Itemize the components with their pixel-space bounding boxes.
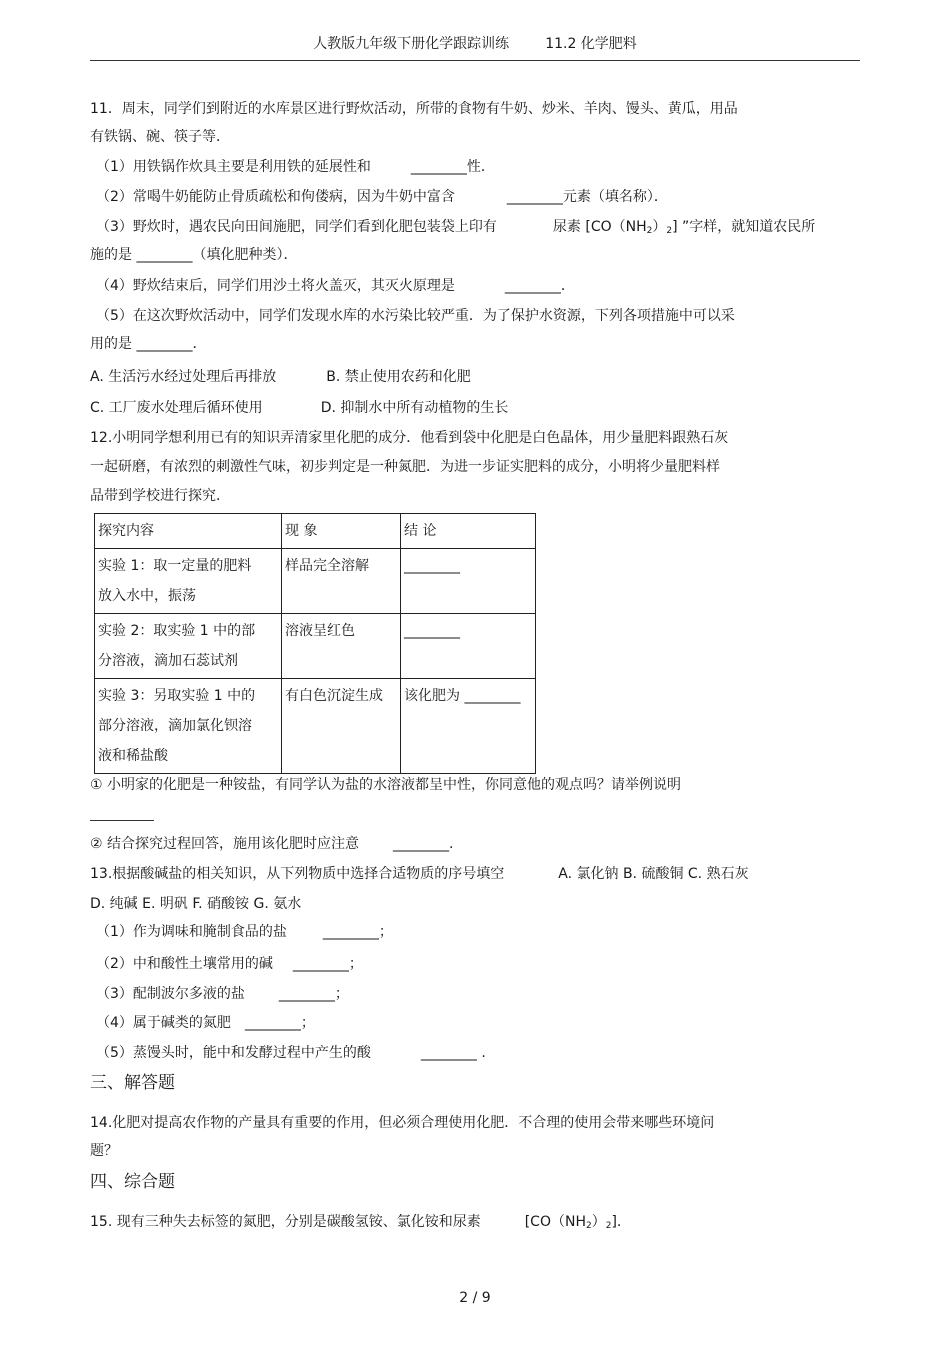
q14-line2: 题？ [90, 1143, 118, 1159]
q11-sub2 [96, 187, 668, 207]
q11-option-d: D. 抑制水中所有动植物的生长 [320, 400, 509, 416]
table-row [95, 679, 536, 774]
q13-line1-text: 13.根据酸碱盐的相关知识，从下列物质中选择合适物质的序号填空 [90, 866, 505, 882]
table-row [95, 614, 536, 679]
q11-sub4-text: （4）野炊结束后，同学们用沙土将火盖灭，其灭火原理是 [96, 278, 455, 294]
q11-sub4 [96, 276, 575, 296]
q15-line1 [90, 1212, 621, 1236]
q11-options-ab [90, 367, 471, 387]
q12-line1: 12.小明同学想利用已有的知识弄清家里化肥的成分．他看到袋中化肥是白色晶体，用少量肥料跟熟石灰 [90, 430, 729, 446]
cell-line: 部分溶液，滴加氯化钡溶 [98, 718, 252, 734]
q11-sub3-subscript2: 2 [666, 226, 673, 236]
q15-end: ]. [611, 1214, 622, 1230]
cell-line: 实验 3：另取实验 1 中的 [98, 688, 256, 704]
table-cell: 样品完全溶解 [282, 549, 401, 614]
q11-sub3-subscript: 2 [646, 226, 653, 236]
q13-sub3-blank: ________； [278, 986, 349, 1002]
q13-sub2-blank: ________； [292, 956, 363, 972]
q12-point2-text: ② 结合探究过程回答，施用该化肥时应注意 [90, 836, 359, 852]
q13-sub4-blank: ________； [244, 1015, 315, 1031]
q15-subscript: 2 [585, 1221, 592, 1231]
q15-paren: ） [591, 1214, 606, 1230]
q11-sub3-formula: 尿素 [CO（NH [552, 219, 647, 235]
cell-line: 实验 2：取实验 1 中的部 [98, 623, 256, 639]
table-cell: 溶液呈红色 [282, 614, 401, 679]
q13-options-dg: D. 纯碱 E. 明矾 F. 硝酸铵 G. 氨水 [90, 896, 302, 912]
q11-sub5-line2: 用的是 ________． [90, 336, 207, 352]
q11-option-b: B. 禁止使用农药和化肥 [326, 369, 471, 385]
q11-sub1 [96, 157, 495, 177]
table-cell [95, 614, 282, 679]
q11-sub3-rest: ] ”字样，就知道农民所 [672, 219, 816, 235]
q12-line3: 品带到学校进行探究． [90, 488, 230, 504]
header-title: 人教版九年级下册化学跟踪训练 [313, 36, 510, 52]
cell-line: 液和稀盐酸 [98, 748, 168, 764]
q15-text: 15. 现有三种失去标签的氮肥，分别是碳酸氢铵、氯化铵和尿素 [90, 1214, 481, 1230]
q11-option-a: A. 生活污水经过处理后再排放 [90, 369, 277, 385]
q11-sub1-blank: ________性． [410, 159, 495, 175]
q11-line1: 11．周末，同学们到附近的水库景区进行野炊活动，所带的食物有牛奶、炒米、羊肉、馒头、黄瓜，用品 [90, 101, 738, 117]
q11-sub1-text: （1）用铁锅作炊具主要是利用铁的延展性和 [96, 159, 371, 175]
answer-blank-line [90, 820, 154, 821]
q13-sub5-blank: ________ . [420, 1045, 486, 1061]
table-header-cell: 探究内容 [95, 514, 282, 549]
q13-options-abc: A. 氯化钠 B. 硫酸铜 C. 熟石灰 [558, 866, 749, 882]
q11-sub4-blank: ________． [504, 278, 575, 294]
table-header-cell: 现 象 [282, 514, 401, 549]
q12-point1: ① 小明家的化肥是一种铵盐，有同学认为盐的水溶液都呈中性，你同意他的观点吗？请举例说明 [90, 777, 681, 793]
table-cell [95, 679, 282, 774]
section-heading: 四、综合题 [90, 1172, 175, 1192]
q13-sub1 [96, 922, 393, 942]
q11-sub3 [96, 217, 815, 241]
header-chapter: 11.2 化学肥料 [545, 36, 637, 52]
q13-line1 [90, 864, 749, 884]
cell-line: 分溶液，滴加石蕊试剂 [98, 653, 238, 669]
page-header [90, 30, 860, 61]
table-cell: 有白色沉淀生成 [282, 679, 401, 774]
table-header-cell: 结 论 [401, 514, 536, 549]
q12-point2 [90, 834, 453, 854]
q11-line2: 有铁锅、碗、筷子等． [90, 129, 230, 145]
q12-line2: 一起研磨，有浓烈的刺激性气味，初步判定是一种氮肥．为进一步证实肥料的成分，小明将少量肥料样 [90, 459, 720, 475]
q13-sub1-blank: ________； [322, 924, 393, 940]
q12-point2-blank: ________. [393, 836, 454, 852]
q13-sub1-text: （1）作为调味和腌制食品的盐 [96, 924, 287, 940]
q13-sub3 [96, 984, 349, 1004]
q13-sub4-text: （4）属于碱类的氮肥 [96, 1015, 231, 1031]
table-row [95, 549, 536, 614]
q11-sub3-paren: ） [652, 219, 667, 235]
cell-line: 实验 1：取一定量的肥料 [98, 558, 252, 574]
q11-sub2-text: （2）常喝牛奶能防止骨质疏松和佝偻病，因为牛奶中富含 [96, 189, 455, 205]
q13-sub5 [96, 1043, 486, 1063]
experiment-table [94, 513, 536, 774]
q11-sub5: （5）在这次野炊活动中，同学们发现水库的水污染比较严重．为了保护水资源，下列各项措施中可以采 [96, 308, 735, 324]
q13-sub5-text: （5）蒸馒头时，能中和发酵过程中产生的酸 [96, 1045, 371, 1061]
q14-line1: 14.化肥对提高农作物的产量具有重要的作用，但必须合理使用化肥．不合理的使用会带来哪些环境问 [90, 1115, 715, 1131]
q15-formula: [CO（NH [524, 1214, 586, 1230]
q11-sub3-line2: 施的是 ________（填化肥种类）． [90, 247, 298, 263]
q13-sub2 [96, 954, 363, 974]
q11-option-c: C. 工厂废水处理后循环使用 [90, 400, 263, 416]
section-heading: 三、解答题 [90, 1073, 175, 1093]
table-cell-blank: 该化肥为 ________ [401, 679, 536, 774]
q13-sub3-text: （3）配制波尔多液的盐 [96, 986, 245, 1002]
table-header-row [95, 514, 536, 549]
page-number: 2 / 9 [459, 1290, 491, 1306]
q13-sub2-text: （2）中和酸性土壤常用的碱 [96, 956, 273, 972]
q15-subscript2: 2 [605, 1221, 612, 1231]
table-cell [95, 549, 282, 614]
q13-sub4 [96, 1013, 315, 1033]
cell-line: 放入水中，振荡 [98, 588, 196, 604]
table-cell-blank: ________ [401, 614, 536, 679]
q11-options-cd [90, 398, 508, 418]
table-cell-blank: ________ [401, 549, 536, 614]
q11-sub3-text: （3）野炊时，遇农民向田间施肥，同学们看到化肥包装袋上印有 [96, 219, 497, 235]
q11-sub2-blank: ________元素（填名称）． [506, 189, 668, 205]
